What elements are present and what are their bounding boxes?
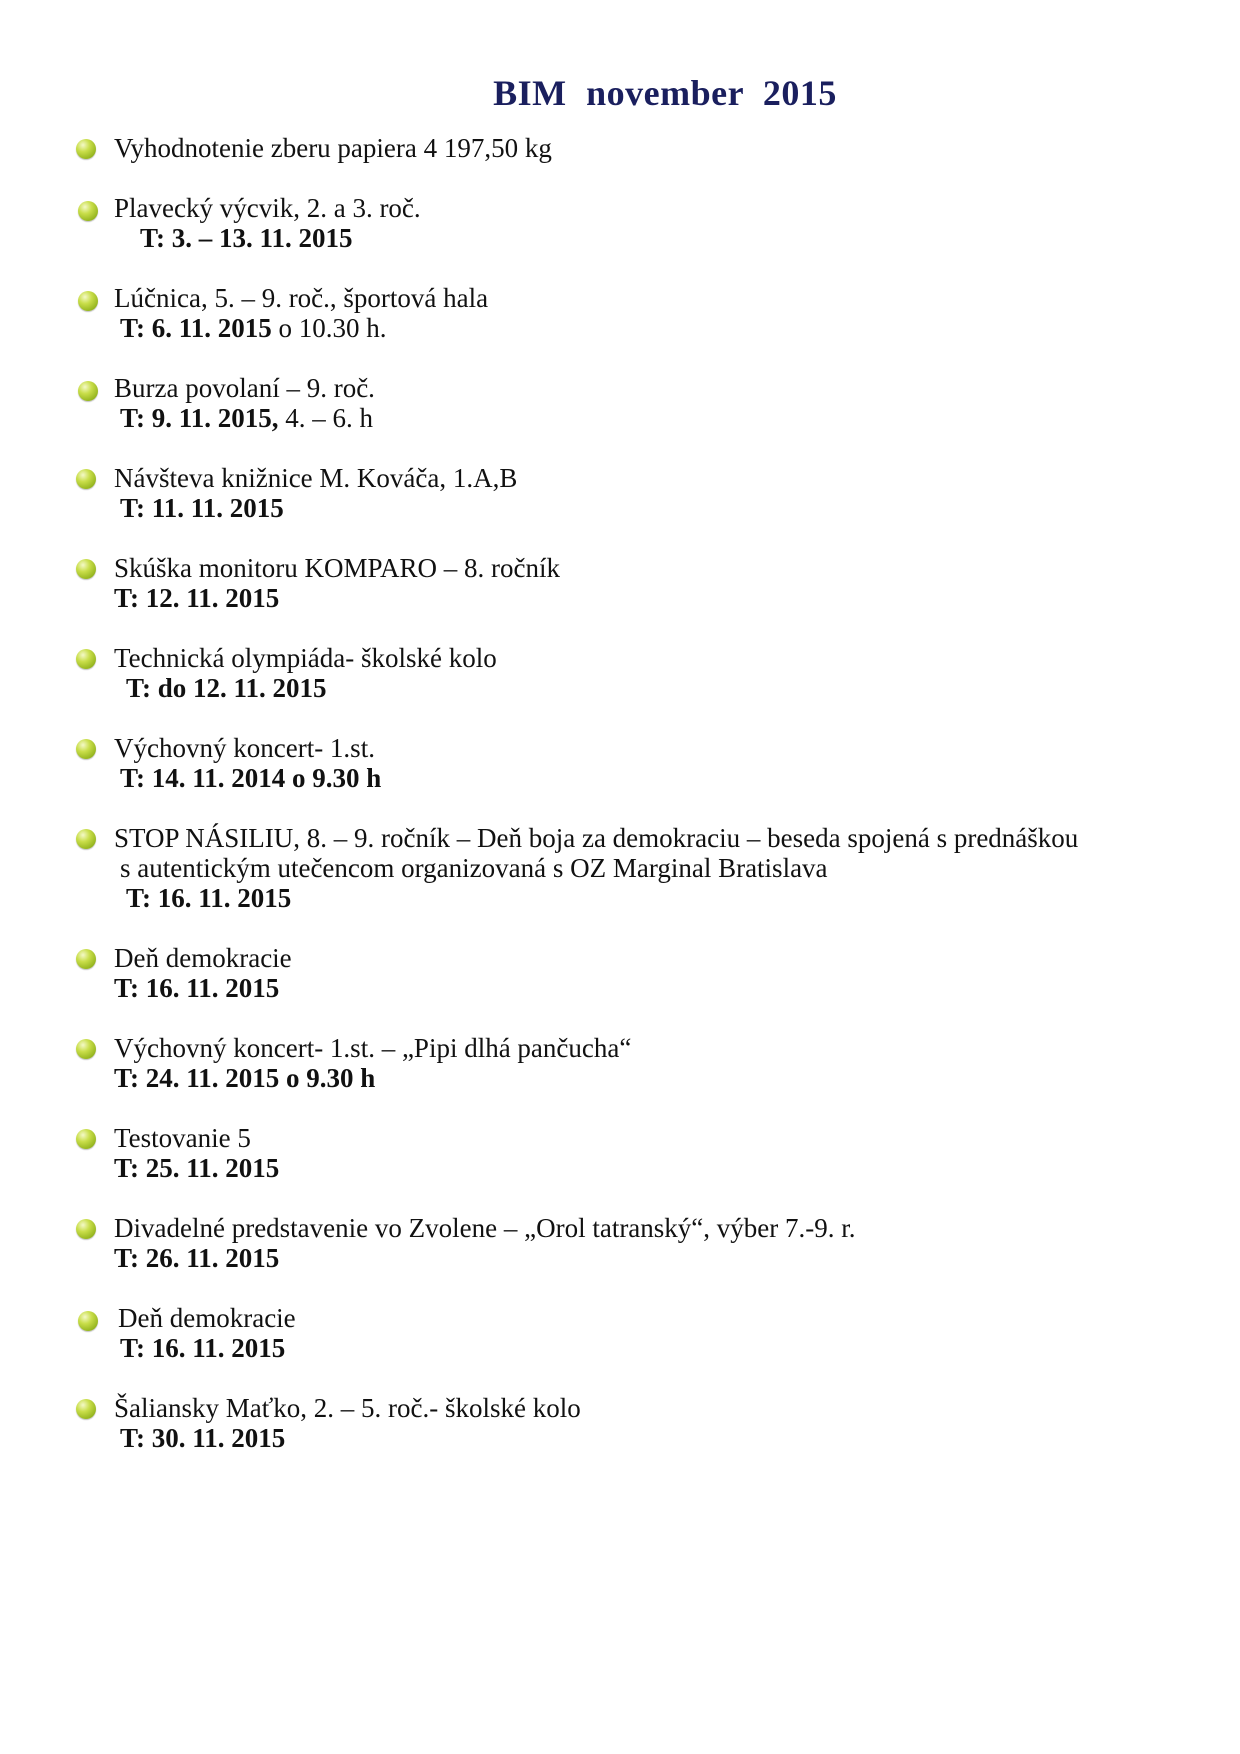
bullet-icon (76, 739, 96, 759)
item-text: Technická olympiáda- školské kolo (114, 643, 497, 673)
item-text: Lúčnica, 5. – 9. roč., športová hala (114, 283, 489, 313)
bullet-icon (76, 1129, 96, 1149)
item-date: T: 11. 11. 2015 (120, 493, 284, 523)
item-date: T: 9. 11. 2015, (120, 403, 279, 433)
item-text: Šaliansky Maťko, 2. – 5. roč.- školské kolo (114, 1393, 581, 1423)
item-text: Divadelné predstavenie vo Zvolene – „Orol tatranský“, výber 7.-9. r. (114, 1213, 856, 1243)
item-date: T: 24. 11. 2015 o 9.30 h (114, 1063, 376, 1093)
item-text: Testovanie 5 (114, 1123, 251, 1153)
item-text: Vyhodnotenie zberu papiera 4 197,50 kg (114, 133, 552, 163)
item-date: T: 14. 11. 2014 o 9.30 h (120, 763, 382, 793)
bullet-icon (76, 1219, 96, 1239)
item-date: T: 25. 11. 2015 (114, 1153, 280, 1183)
bullet-icon (78, 201, 98, 221)
bullet-icon (76, 469, 96, 489)
item-date: T: 3. – 13. 11. 2015 (140, 223, 353, 253)
item-text-continued: s autentickým utečencom organizovaná s OZ Marginal Bratislava (120, 853, 828, 883)
item-date: T: 16. 11. 2015 (114, 973, 280, 1003)
item-time: 4. – 6. h (278, 403, 374, 433)
bullet-icon (76, 1039, 96, 1059)
item-text: Deň demokracie (118, 1303, 296, 1333)
item-text: Deň demokracie (114, 943, 292, 973)
item-text: Výchovný koncert- 1.st. (114, 733, 375, 763)
item-text: Návšteva knižnice M. Kováča, 1.A,B (114, 463, 518, 493)
item-date: T: 16. 11. 2015 (126, 883, 292, 913)
item-date: T: do 12. 11. 2015 (126, 673, 327, 703)
item-text: Výchovný koncert- 1.st. – „Pipi dlhá pančucha“ (114, 1033, 632, 1063)
bullet-icon (78, 1311, 98, 1331)
item-date: T: 6. 11. 2015 (120, 313, 272, 343)
item-text: Burza povolaní – 9. roč. (114, 373, 375, 403)
page-title: BIM november 2015 (493, 73, 837, 113)
item-date: T: 26. 11. 2015 (114, 1243, 280, 1273)
bullet-icon (76, 139, 96, 159)
item-date: T: 30. 11. 2015 (120, 1423, 286, 1453)
bullet-icon (78, 381, 98, 401)
bullet-icon (76, 949, 96, 969)
bullet-icon (76, 649, 96, 669)
item-text: STOP NÁSILIU, 8. – 9. ročník – Deň boja za demokraciu – beseda spojená s prednáškou (114, 823, 1079, 853)
bullet-icon (76, 829, 96, 849)
bullet-icon (78, 291, 98, 311)
item-text: Skúška monitoru KOMPARO – 8. ročník (114, 553, 561, 583)
item-date: T: 12. 11. 2015 (114, 583, 280, 613)
bullet-icon (76, 559, 96, 579)
item-date: T: 16. 11. 2015 (120, 1333, 286, 1363)
item-text: Plavecký výcvik, 2. a 3. roč. (114, 193, 421, 223)
item-time: o 10.30 h. (271, 313, 387, 343)
bullet-icon (76, 1399, 96, 1419)
